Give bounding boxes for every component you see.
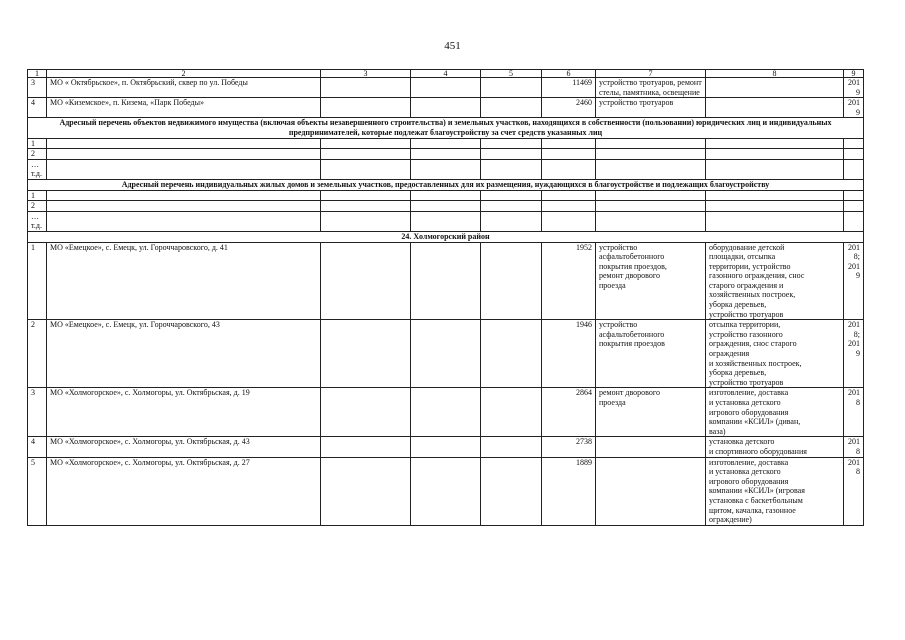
table-cell: устройство тротуаров, ремонт стелы, памятника, освещение — [596, 78, 706, 98]
table-cell — [321, 457, 411, 525]
table-row — [28, 149, 864, 160]
table-cell — [411, 138, 481, 149]
table-cell: Адресный перечень индивидуальных жилых домов и земельных участков, предоставленных для их размещения, нуждающихся в благоустройстве и подлежащих благоустройству — [28, 179, 864, 190]
table-cell — [596, 437, 706, 457]
table-cell: 3 — [28, 388, 47, 437]
table-cell: 2018 — [844, 437, 864, 457]
table-cell — [481, 159, 542, 179]
table-cell — [47, 149, 321, 160]
table-row — [28, 138, 864, 149]
table-cell: 11469 — [542, 78, 596, 98]
table-cell — [596, 190, 706, 201]
table-cell — [542, 138, 596, 149]
table-row — [28, 211, 864, 231]
table-cell: …т.д. — [28, 159, 47, 179]
table-cell — [47, 159, 321, 179]
table-cell — [844, 138, 864, 149]
table-cell — [844, 201, 864, 212]
table-cell — [706, 201, 844, 212]
table-cell: 24. Холмогорский район — [28, 231, 864, 242]
table-cell — [321, 320, 411, 388]
table-cell — [481, 149, 542, 160]
col-header: 1 — [28, 70, 47, 78]
table-cell — [706, 159, 844, 179]
table-row — [28, 437, 864, 457]
table-cell — [321, 201, 411, 212]
table-cell: 4 — [28, 98, 47, 118]
table-cell: 2018 — [844, 388, 864, 437]
table-cell — [411, 437, 481, 457]
page-number: 451 — [444, 40, 461, 52]
table-cell — [321, 211, 411, 231]
table-cell — [411, 242, 481, 320]
table-row — [28, 159, 864, 179]
table-cell: установка детского и спортивного оборудования — [706, 437, 844, 457]
table-cell — [411, 149, 481, 160]
col-header: 9 — [844, 70, 864, 78]
table-cell — [481, 78, 542, 98]
table-cell: Адресный перечень объектов недвижимого имущества (включая объекты незавершенного строительства) и земельных участков, находящихся в собственности (пользовании) юридических лиц и индивидуальных предпринимателей, которые подлежат благоустройству за счет средств указанных лиц — [28, 118, 864, 138]
table-cell — [321, 388, 411, 437]
table-cell: МО « Октябрьское», п. Октябрьский, сквер по ул. Победы — [47, 78, 321, 98]
table-cell — [481, 190, 542, 201]
table-cell: 2738 — [542, 437, 596, 457]
table-cell — [321, 149, 411, 160]
header-row — [28, 70, 864, 78]
table-cell — [542, 159, 596, 179]
table-cell — [542, 201, 596, 212]
register-table — [27, 69, 864, 526]
table-row — [28, 388, 864, 437]
table-cell: 2019 — [844, 78, 864, 98]
table-cell: 1946 — [542, 320, 596, 388]
table-cell: 3 — [28, 78, 47, 98]
table-cell: 2460 — [542, 98, 596, 118]
table-cell: 1952 — [542, 242, 596, 320]
table-cell — [596, 159, 706, 179]
table-cell — [542, 211, 596, 231]
table-cell: 1889 — [542, 457, 596, 525]
table-cell — [411, 457, 481, 525]
table-cell — [596, 149, 706, 160]
table-cell — [481, 201, 542, 212]
table-cell — [411, 78, 481, 98]
table-cell — [321, 98, 411, 118]
section-heading — [28, 118, 864, 138]
table-cell — [596, 457, 706, 525]
table-row — [28, 201, 864, 212]
table-cell — [47, 201, 321, 212]
col-header: 3 — [321, 70, 411, 78]
col-header: 5 — [481, 70, 542, 78]
table-cell — [321, 138, 411, 149]
district-heading — [28, 231, 864, 242]
table-cell: 5 — [28, 457, 47, 525]
table-cell — [47, 138, 321, 149]
table-cell — [321, 437, 411, 457]
table-cell: отсыпка территории, устройство газонного ограждения, снос старого ограждения и хозяйственных построек, уборка деревьев, устройство тротуаров — [706, 320, 844, 388]
table-cell — [481, 138, 542, 149]
table-cell — [321, 159, 411, 179]
table-cell — [411, 388, 481, 437]
table-cell — [481, 211, 542, 231]
table-cell — [321, 242, 411, 320]
table-cell — [706, 190, 844, 201]
table-cell: 2018; 2019 — [844, 320, 864, 388]
table-cell: 2018 — [844, 457, 864, 525]
table-cell — [706, 138, 844, 149]
table-cell — [596, 201, 706, 212]
table-cell — [481, 98, 542, 118]
table-row — [28, 242, 864, 320]
table-cell — [411, 320, 481, 388]
table-row — [28, 98, 864, 118]
table-cell: ремонт дворового проезда — [596, 388, 706, 437]
table-cell — [706, 211, 844, 231]
table-cell — [47, 190, 321, 201]
table-cell — [542, 149, 596, 160]
table-cell — [411, 98, 481, 118]
col-header: 2 — [47, 70, 321, 78]
table-cell: 2864 — [542, 388, 596, 437]
table-cell — [481, 388, 542, 437]
table-cell — [844, 190, 864, 201]
table-cell — [596, 211, 706, 231]
table-cell — [481, 320, 542, 388]
col-header: 6 — [542, 70, 596, 78]
table-cell — [706, 98, 844, 118]
table-cell: МО «Холмогорское», с. Холмогоры, ул. Октябрьская, д. 27 — [47, 457, 321, 525]
table-cell — [844, 211, 864, 231]
table-cell — [411, 190, 481, 201]
table-cell: 1 — [28, 242, 47, 320]
table-cell — [481, 457, 542, 525]
table-cell: оборудование детской площадки, отсыпка территории, устройство газонного ограждения, снос старого ограждения и хозяйственных построек, уборка деревьев, устройство тротуаров — [706, 242, 844, 320]
table-cell — [481, 437, 542, 457]
table-cell: 4 — [28, 437, 47, 457]
table-row — [28, 457, 864, 525]
table-cell: устройство асфальтобетонного покрытия проездов, ремонт дворового проезда — [596, 242, 706, 320]
table-cell — [596, 138, 706, 149]
table-cell: устройство асфальтобетонного покрытия проездов — [596, 320, 706, 388]
table-cell: МО «Емецкое», с. Емецк, ул. Гороччаровского, д. 41 — [47, 242, 321, 320]
table-cell: 2 — [28, 201, 47, 212]
table-cell — [321, 78, 411, 98]
table-row — [28, 320, 864, 388]
table-cell: 2018; 2019 — [844, 242, 864, 320]
table-cell: 2 — [28, 149, 47, 160]
table-row — [28, 190, 864, 201]
table-cell — [706, 149, 844, 160]
table-cell: 2 — [28, 320, 47, 388]
table-cell: устройство тротуаров — [596, 98, 706, 118]
table-cell — [844, 149, 864, 160]
table-cell — [321, 190, 411, 201]
table-cell — [481, 242, 542, 320]
col-header: 7 — [596, 70, 706, 78]
table-cell — [706, 78, 844, 98]
table-row — [28, 78, 864, 98]
table-cell — [411, 211, 481, 231]
table-cell: 2019 — [844, 98, 864, 118]
table-cell: 1 — [28, 138, 47, 149]
table-cell: изготовление, доставка и установка детского игрового оборудования компании «КСИЛ» (игровая установка с баскетбольным щитом, качалка, газонное ограждение) — [706, 457, 844, 525]
table-cell: изготовление, доставка и установка детского игрового оборудования компании «КСИЛ» (диван, ваза) — [706, 388, 844, 437]
table-cell: МО «Киземское», п. Кизема, «Парк Победы» — [47, 98, 321, 118]
table-cell: МО «Холмогорское», с. Холмогоры, ул. Октябрьская, д. 19 — [47, 388, 321, 437]
section-heading — [28, 179, 864, 190]
table-cell: МО «Емецкое», с. Емецк, ул. Гороччаровского, 43 — [47, 320, 321, 388]
table-cell: 1 — [28, 190, 47, 201]
col-header: 4 — [411, 70, 481, 78]
table-cell — [411, 159, 481, 179]
table-cell — [47, 211, 321, 231]
table-cell: …т.д. — [28, 211, 47, 231]
table-cell: МО «Холмогорское», с. Холмогоры, ул. Октябрьская, д. 43 — [47, 437, 321, 457]
table-cell — [844, 159, 864, 179]
table-cell — [411, 201, 481, 212]
col-header: 8 — [706, 70, 844, 78]
table-cell — [542, 190, 596, 201]
